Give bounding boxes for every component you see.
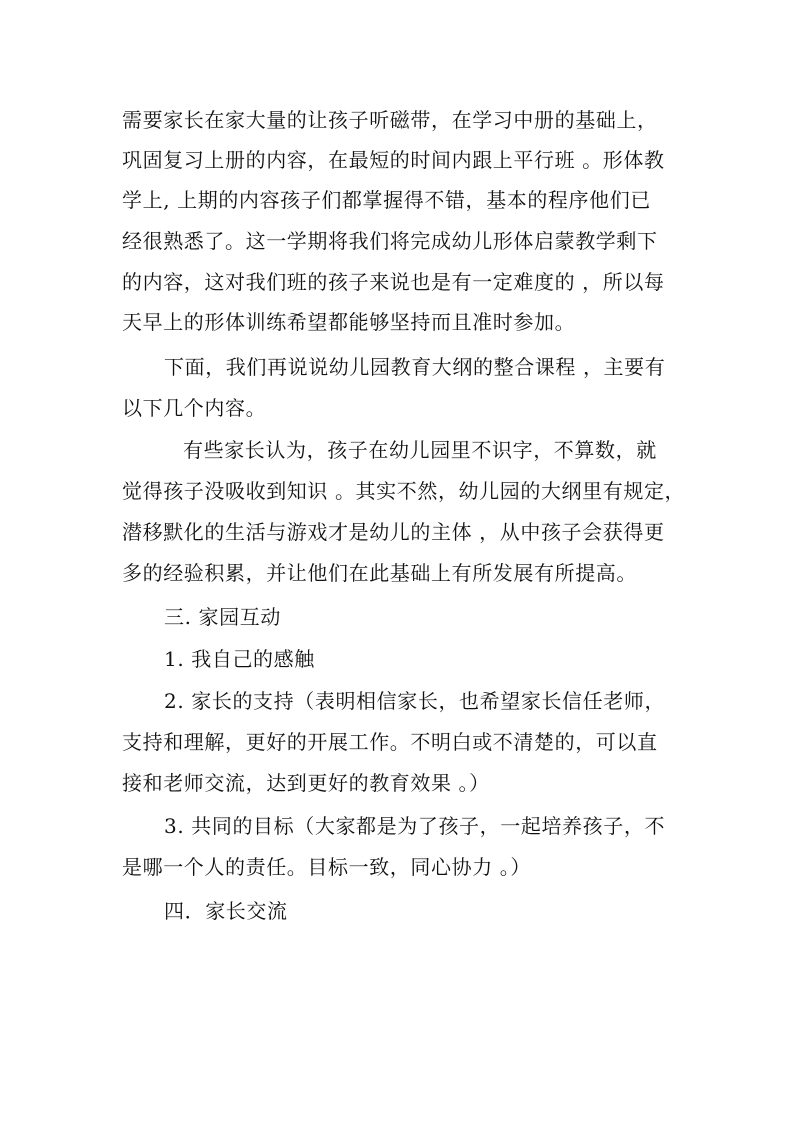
text-line: 下面，我们再说说幼儿园教育大纲的整合课程 ，主要有: [164, 355, 666, 379]
text-line: 接和老师交流，达到更好的教育效果 。）: [122, 771, 490, 795]
text-line: 多的经验积累，并让他们在此基础上有所发展有所提高。: [122, 561, 637, 585]
text-line: 经很熟悉了。这一学期将我们将完成幼儿形体启蒙教学剩下: [122, 229, 658, 253]
list-item: 3. 共同的目标（大家都是为了孩子，一起培养孩子，不: [164, 814, 666, 838]
section-heading: 四．家长交流: [164, 899, 288, 923]
text-line: 有些家长认为，孩子在幼儿园里不识字，不算数，就: [183, 438, 657, 462]
text-line: 觉得孩子没吸收到知识 。其实不然，幼儿园的大纲里有规定，: [122, 479, 686, 503]
text-line: 是哪一个人的责任。目标一致，同心协力 。）: [122, 855, 531, 879]
list-item: 1. 我自己的感触: [164, 647, 315, 671]
text-line: 巩固复习上册的内容，在最短的时间内跟上平行班 。形体教: [122, 148, 665, 172]
text-line: 天早上的形体训练希望都能够坚持而且准时参加。: [122, 310, 576, 334]
section-heading: 三. 家园互动: [164, 605, 281, 629]
text-line: 支持和理解，更好的开展工作。不明白或不清楚的，可以直: [122, 730, 658, 754]
text-line: 以下几个内容。: [122, 396, 267, 420]
text-line: 需要家长在家大量的让孩子听磁带，在学习中册的基础上，: [122, 108, 658, 132]
text-line: 潜移默化的生活与游戏才是幼儿的主体 ，从中孩子会获得更: [122, 520, 665, 544]
list-item: 2. 家长的支持（表明相信家长，也希望家长信任老师，: [164, 689, 666, 713]
text-line: 的内容，这对我们班的孩子来说也是有一定难度的 ，所以每: [122, 270, 665, 294]
text-line: 学上, 上期的内容孩子们都掌握得不错，基本的程序他们已: [122, 188, 651, 212]
